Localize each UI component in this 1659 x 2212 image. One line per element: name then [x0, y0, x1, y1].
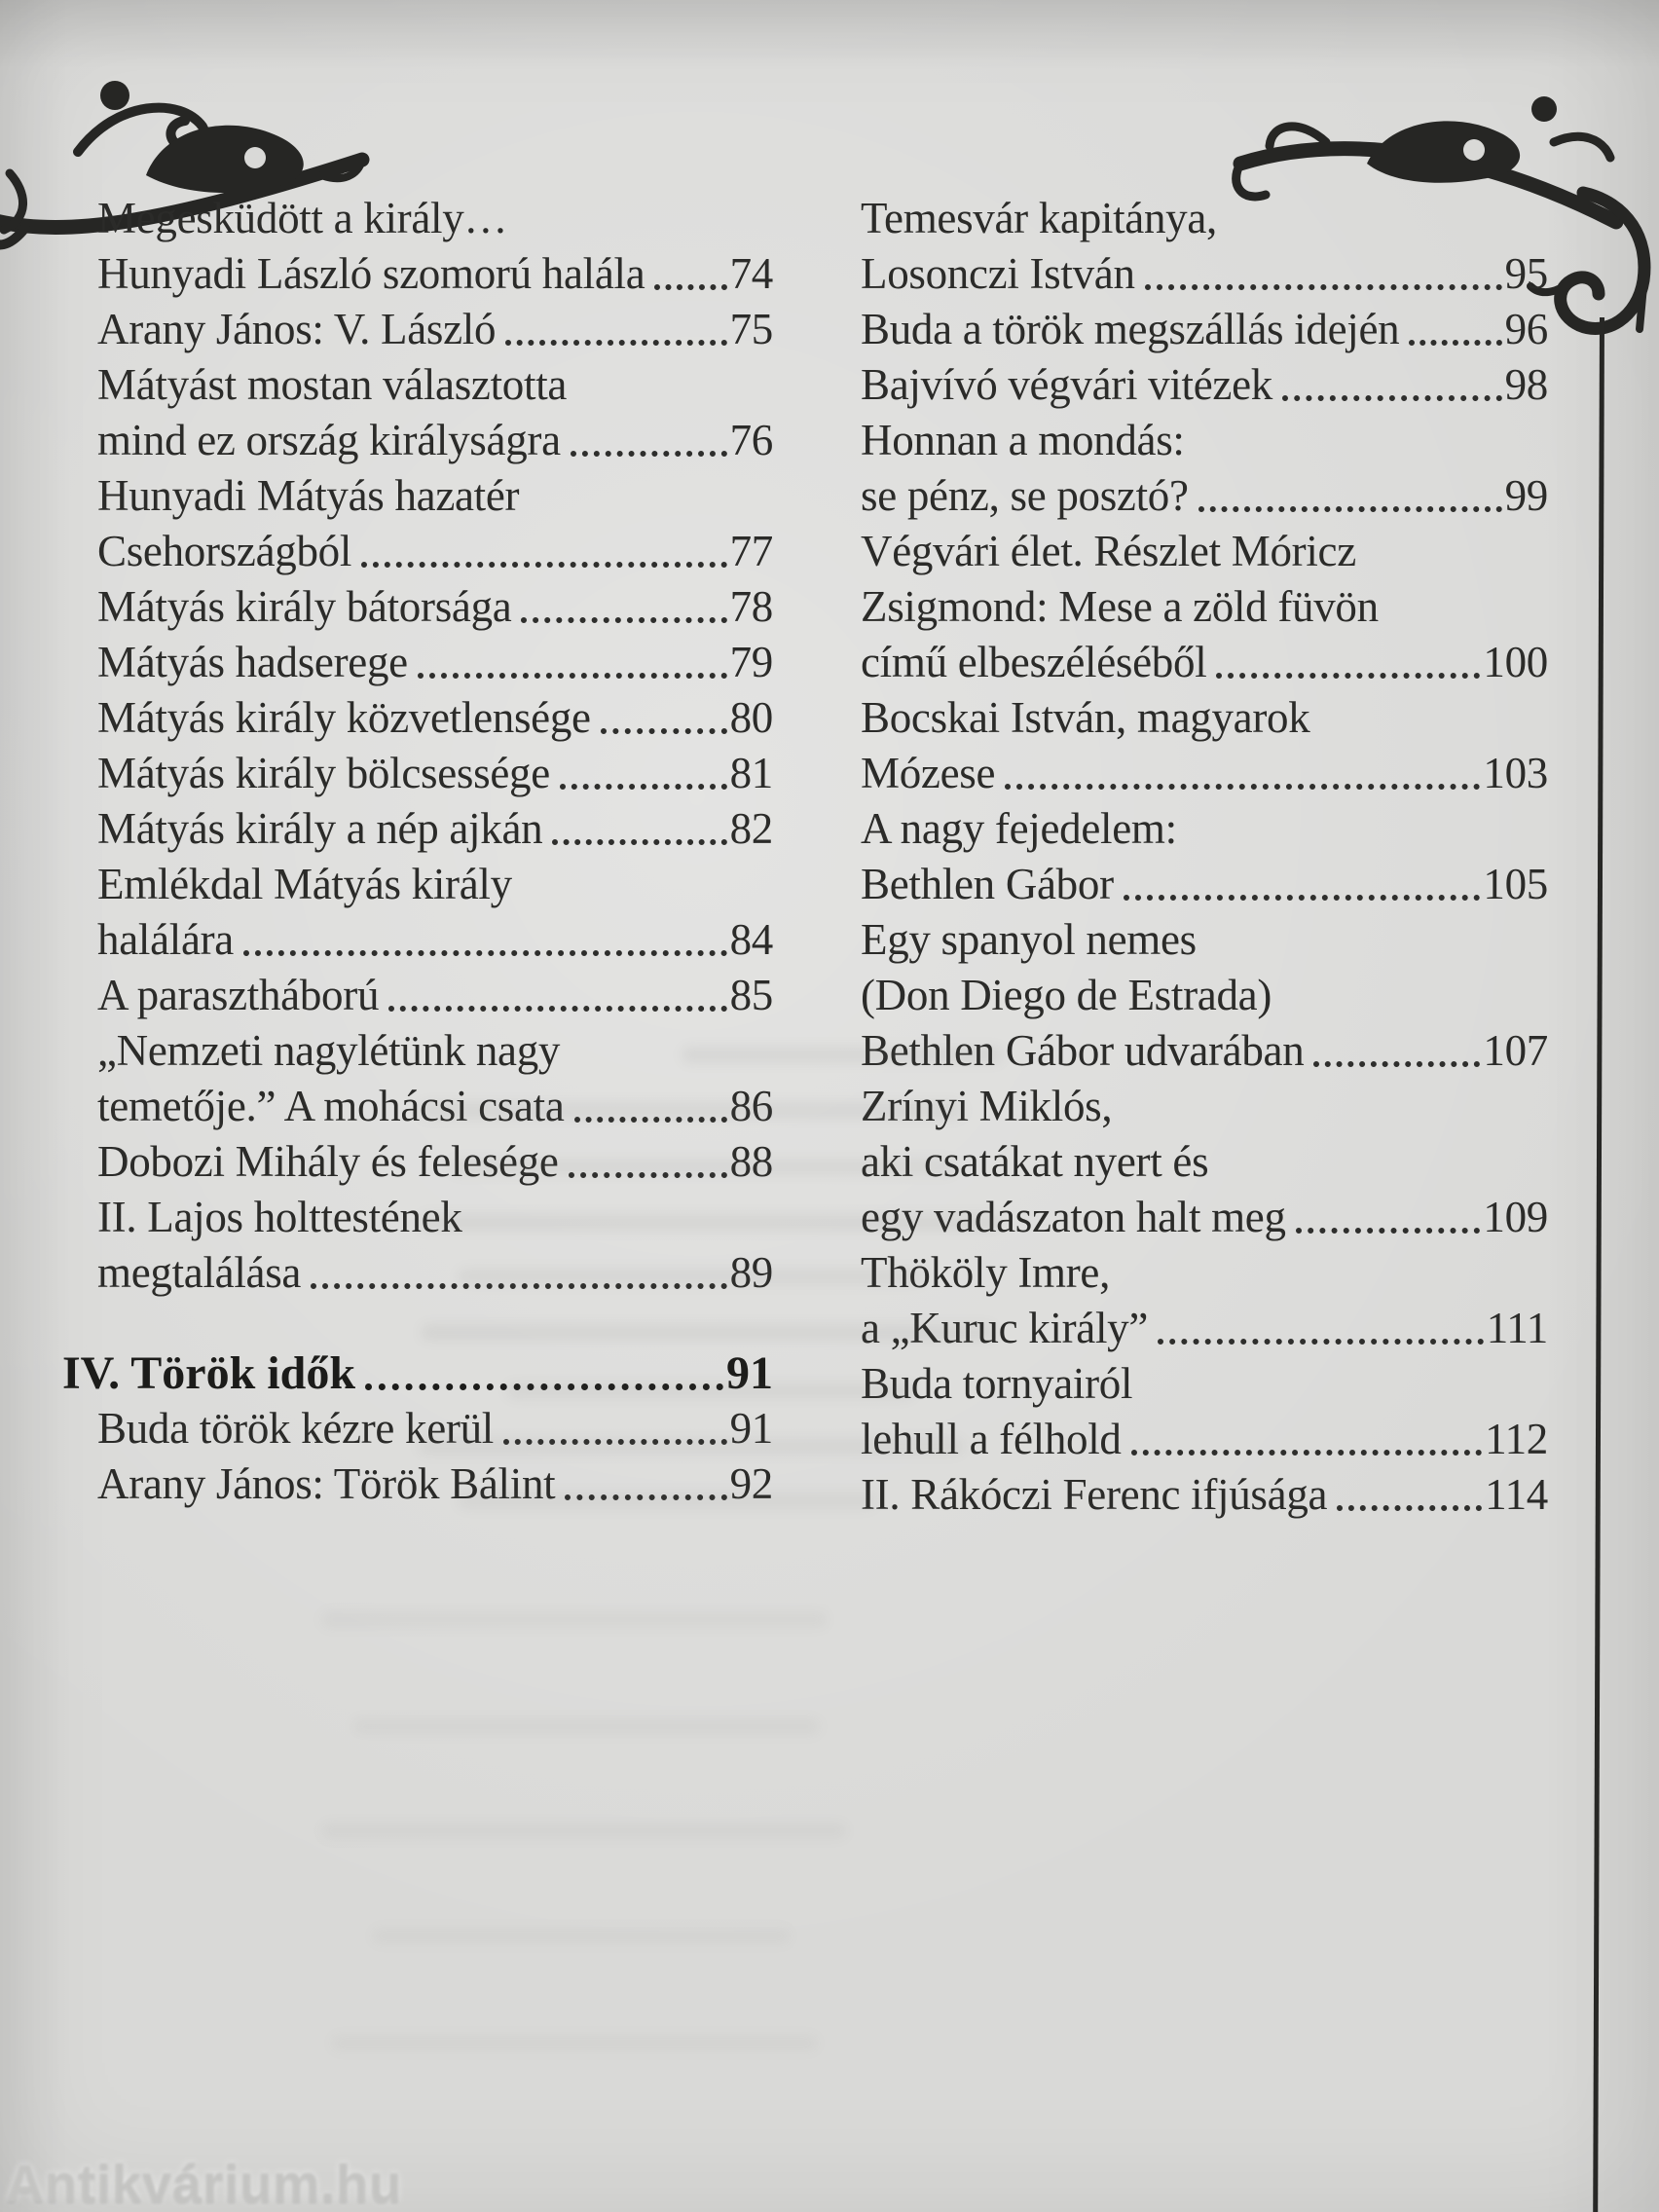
dot-leader: [1296, 1228, 1481, 1234]
dot-leader: [1409, 340, 1501, 346]
dot-leader: [654, 284, 726, 290]
page-number: 79: [729, 638, 773, 686]
toc-line: [62, 1023, 773, 1079]
toc-entry-title: a „Kuruc király”: [861, 1304, 1149, 1352]
page-number: 98: [1504, 360, 1548, 409]
page-number: 76: [729, 416, 773, 464]
page-number: 109: [1483, 1193, 1548, 1241]
dot-leader: [571, 451, 727, 457]
toc-line: [62, 635, 773, 690]
toc-line: [861, 1467, 1548, 1523]
toc-entry-title: Csehországból: [97, 527, 352, 575]
toc-entry-title: Mátyást mostan választotta: [97, 360, 568, 409]
toc-entry-title: Végvári élet. Részlet Móricz: [861, 527, 1356, 575]
page-number: 75: [729, 305, 773, 353]
dot-leader: [418, 673, 727, 679]
toc-line: [861, 746, 1548, 801]
toc-entry-title: Egy spanyol nemes: [861, 915, 1197, 964]
page-number: 95: [1504, 249, 1548, 298]
dot-leader: [1005, 784, 1480, 790]
page-number: 92: [729, 1459, 773, 1508]
bleedthrough-line: [458, 1493, 876, 1509]
page-number: 114: [1485, 1470, 1548, 1519]
toc-line: [861, 1079, 1548, 1134]
toc-line: [861, 801, 1548, 857]
page-number: 78: [729, 582, 773, 631]
toc-entry-title: Arany János: V. László: [97, 305, 497, 353]
dot-leader: [1313, 1061, 1480, 1067]
toc-entry-title: temetője.” A mohácsi csata: [97, 1082, 565, 1130]
page-number: 80: [729, 693, 773, 742]
page-number: 84: [729, 915, 773, 964]
bleedthrough-line: [419, 1438, 964, 1455]
toc-entry-title: Temesvár kapitánya,: [861, 194, 1217, 242]
toc-line: [861, 191, 1548, 246]
toc-line: [861, 302, 1548, 357]
toc-line: [861, 579, 1548, 635]
toc-entry-title: megtalálása: [97, 1248, 302, 1297]
page-number: 74: [729, 249, 773, 298]
toc-entry-title: Mózese: [861, 749, 996, 797]
toc-entry-title: Buda a török megszállás idején: [861, 305, 1400, 353]
page-number: 86: [729, 1082, 773, 1130]
page-number: 111: [1486, 1304, 1548, 1352]
toc-line: [861, 857, 1548, 912]
bleedthrough-line: [506, 1382, 915, 1399]
toc-line: [861, 968, 1548, 1023]
toc-line: [62, 579, 773, 635]
dot-leader: [552, 839, 726, 845]
page-number: 91: [726, 1347, 773, 1399]
toc-line: [62, 857, 773, 912]
toc-entry-title: se pénz, se posztó?: [861, 471, 1189, 520]
page-number: 112: [1485, 1415, 1548, 1463]
toc-line: [62, 357, 773, 413]
toc-line: [62, 968, 773, 1023]
page-number: 96: [1504, 305, 1548, 353]
toc-entry-title: című elbeszéléséből: [861, 638, 1207, 686]
bleedthrough-line: [458, 1269, 925, 1285]
toc-entry-title: Zrínyi Miklós,: [861, 1082, 1113, 1130]
dot-leader: [1158, 1339, 1484, 1345]
toc-line: [62, 302, 773, 357]
page-number: 88: [729, 1137, 773, 1186]
toc-line: [861, 1356, 1548, 1412]
page-number: 107: [1483, 1026, 1548, 1075]
toc-line: [62, 912, 773, 968]
page-border-rule: [1593, 317, 1604, 2212]
bleedthrough-line: [331, 2035, 818, 2051]
toc-entry-title: Hunyadi László szomorú halála: [97, 249, 645, 298]
page-number: 105: [1483, 860, 1548, 908]
bleedthrough-line: [450, 1159, 956, 1175]
toc-line: [62, 524, 773, 579]
toc-column-right: [861, 191, 1548, 1523]
toc-entry-title: Megesküdött a király…: [97, 194, 508, 242]
dot-leader: [388, 1006, 726, 1012]
page-number: 77: [729, 527, 773, 575]
toc-line: [861, 912, 1548, 968]
dot-leader: [1145, 284, 1502, 290]
dot-leader: [521, 617, 726, 623]
toc-line: [62, 746, 773, 801]
dot-leader: [560, 784, 727, 790]
toc-line: [62, 191, 773, 246]
page-number: 85: [729, 971, 773, 1019]
toc-line: [62, 468, 773, 524]
toc-line: [62, 801, 773, 857]
toc-entry-title: IV. Török idők: [62, 1347, 356, 1399]
page-number: 103: [1483, 749, 1548, 797]
dot-leader: [1198, 506, 1502, 512]
toc-line: [861, 357, 1548, 413]
toc-entry-title: Arany János: Török Bálint: [97, 1459, 556, 1508]
dot-leader: [1282, 395, 1502, 401]
bleedthrough-line: [321, 1823, 847, 1839]
toc-line: [861, 1134, 1548, 1190]
toc-entry-title: Bethlen Gábor udvarában: [861, 1026, 1305, 1075]
flourish-dot: [100, 81, 129, 110]
toc-entry-title: lehull a félhold: [861, 1415, 1122, 1463]
toc-entry-title: A parasztháború: [97, 971, 380, 1019]
toc-entry-title: (Don Diego de Estrada): [861, 971, 1272, 1019]
toc-line: [62, 413, 773, 468]
toc-line: [861, 413, 1548, 468]
page-number: 99: [1504, 471, 1548, 520]
page-number: 82: [729, 804, 773, 853]
dot-leader: [601, 728, 727, 734]
toc-entry-title: II. Rákóczi Ferenc ifjúsága: [861, 1470, 1328, 1519]
toc-line: [861, 635, 1548, 690]
bleedthrough-line: [419, 1102, 964, 1119]
watermark: Antikvárium.hu: [6, 2155, 403, 2212]
toc-entry-title: Mátyás király a nép ajkán: [97, 804, 543, 853]
toc-entry-title: Bocskai István, magyarok: [861, 693, 1310, 742]
bleedthrough-line: [682, 1047, 1003, 1063]
toc-line: [62, 246, 773, 302]
dot-leader: [505, 340, 726, 346]
toc-entry-title: A nagy fejedelem:: [861, 804, 1177, 853]
page-number: 89: [729, 1248, 773, 1297]
toc-entry-title: Buda török kézre kerül: [97, 1404, 494, 1453]
toc-entry-title: halálára: [97, 915, 234, 964]
dot-leader: [1216, 673, 1480, 679]
toc-entry-title: II. Lajos holttestének: [97, 1193, 462, 1241]
toc-entry-title: „Nemzeti nagylétünk nagy: [97, 1026, 561, 1075]
toc-entry-title: Mátyás király bátorsága: [97, 582, 512, 631]
page-number: 81: [729, 749, 773, 797]
bleedthrough-line: [421, 1324, 995, 1341]
dot-leader: [1124, 895, 1481, 901]
page-number: 100: [1483, 638, 1548, 686]
toc-entry-title: Buda tornyairól: [861, 1359, 1133, 1408]
toc-line: [861, 690, 1548, 746]
toc-entry-title: Hunyadi Mátyás hazatér: [97, 471, 520, 520]
dot-leader: [361, 562, 727, 568]
dot-leader: [243, 950, 727, 956]
dot-leader: [1131, 1450, 1482, 1456]
toc-line: [861, 246, 1548, 302]
toc-entry-title: Mátyás király közvetlensége: [97, 693, 591, 742]
toc-entry-title: Honnan a mondás:: [861, 416, 1185, 464]
toc-entry-title: aki csatákat nyert és: [861, 1137, 1209, 1186]
toc-entry-title: mind ez ország királyságra: [97, 416, 561, 464]
bleedthrough-line: [321, 1611, 828, 1628]
toc-column-left: [62, 191, 773, 1512]
toc-entry-title: Zsigmond: Mese a zöld füvön: [861, 582, 1379, 631]
bleedthrough-line: [372, 1928, 791, 1944]
toc-line: [861, 1245, 1548, 1301]
toc-entry-title: Thököly Imre,: [861, 1248, 1111, 1297]
bleedthrough-line: [352, 1718, 820, 1735]
toc-entry-title: Mátyás hadserege: [97, 638, 408, 686]
toc-entry-title: Bethlen Gábor: [861, 860, 1114, 908]
toc-line: [861, 468, 1548, 524]
toc-entry-title: Dobozi Mihály és felesége: [97, 1137, 559, 1186]
toc-entry-title: Emlékdal Mátyás király: [97, 860, 512, 908]
toc-line: [861, 524, 1548, 579]
toc-entry-title: Losonczi István: [861, 249, 1135, 298]
toc-line: [62, 690, 773, 746]
dot-leader: [1337, 1505, 1482, 1511]
page-number: 91: [729, 1404, 773, 1453]
toc-entry-title: egy vadászaton halt meg: [861, 1193, 1286, 1241]
bleedthrough-line: [419, 1214, 1003, 1231]
flourish-dot: [1531, 96, 1557, 122]
toc-entry-title: Mátyás király bölcsessége: [97, 749, 550, 797]
toc-line: [861, 1412, 1548, 1467]
toc-entry-title: Bajvívó végvári vitézek: [861, 360, 1272, 409]
